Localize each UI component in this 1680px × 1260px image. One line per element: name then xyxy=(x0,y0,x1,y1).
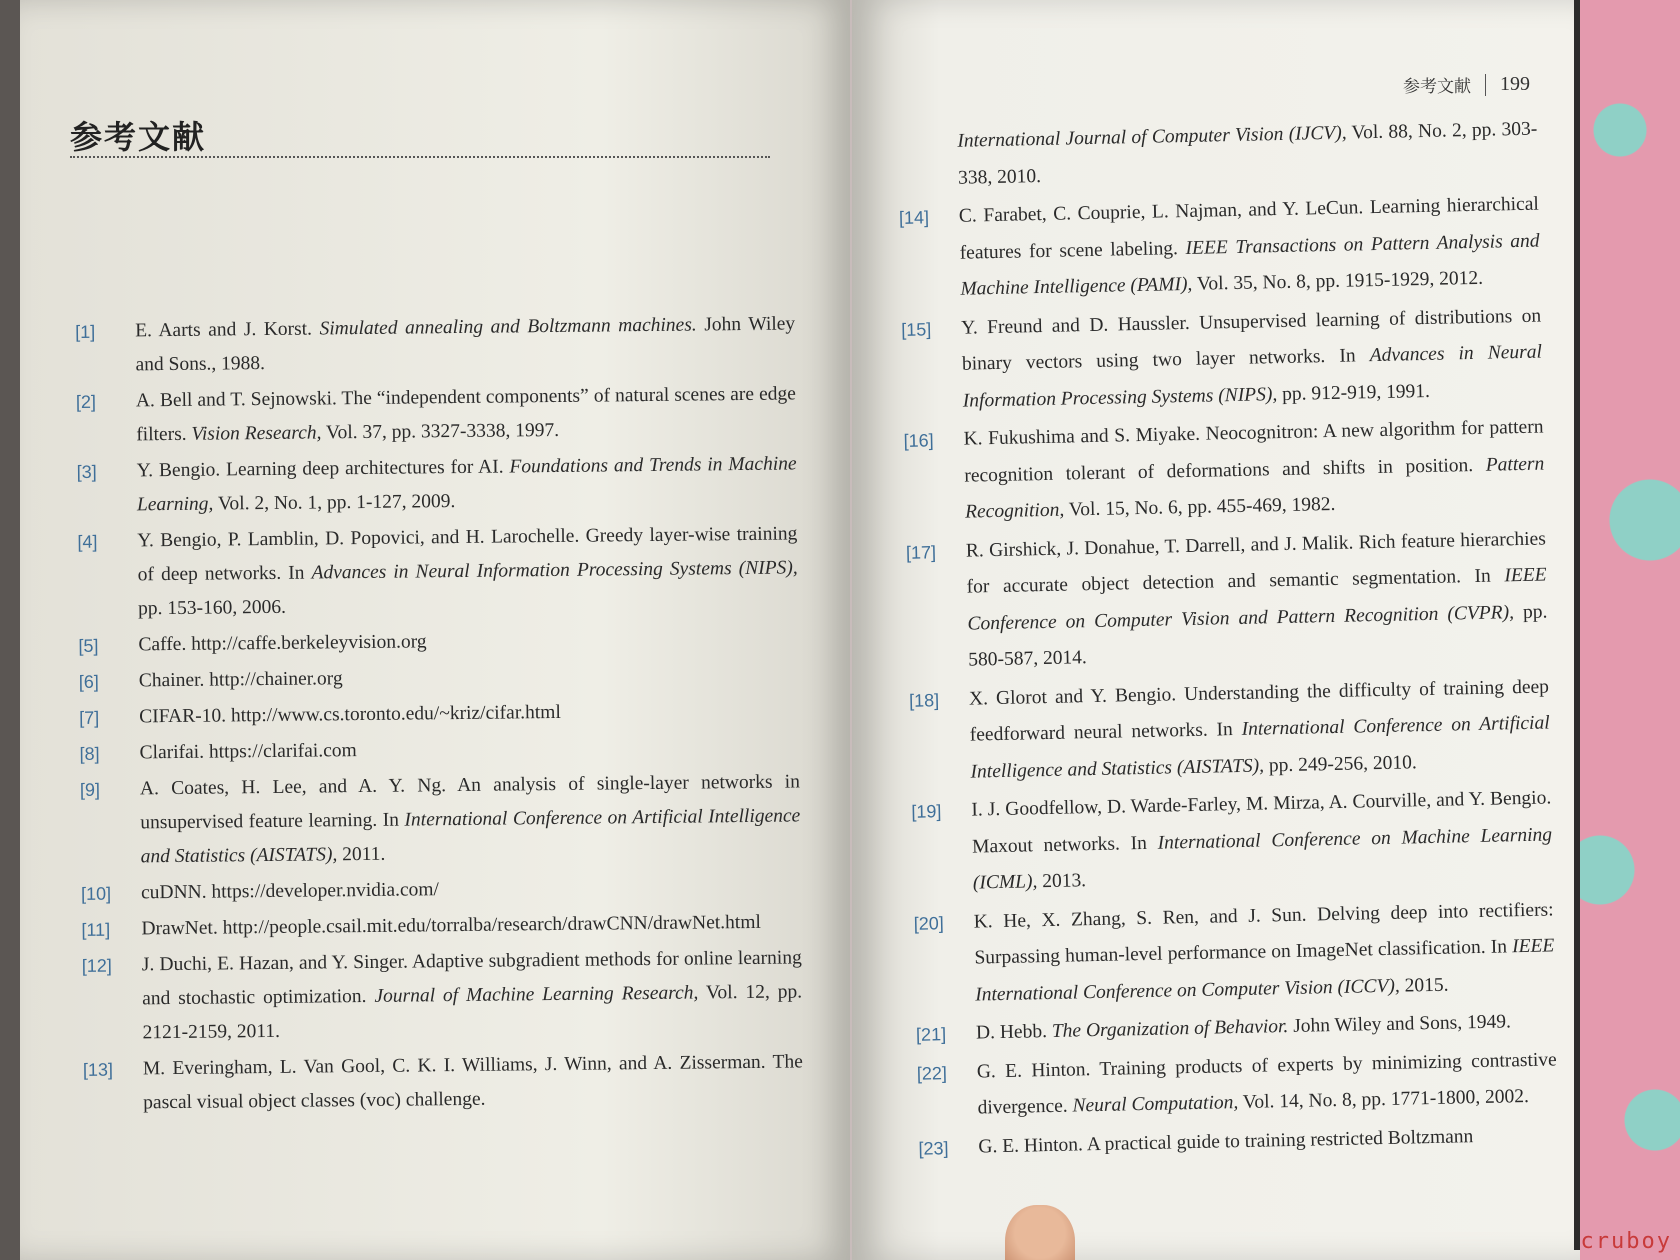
reference-source: Advances in Neural Information Processing Systems (NIPS), xyxy=(962,341,1543,412)
reference-segment: R. Girshick, J. Donahue, T. Darrell, and J. Malik. Rich feature hierarchies for accurate object detection and semantic segmentation. In xyxy=(965,528,1547,598)
reference-text xyxy=(969,669,1551,791)
reference-number: [6] xyxy=(78,671,99,692)
reference-segment: Vol. 14, No. 8, pp. 1771-1800, 2002. xyxy=(1238,1085,1530,1114)
reference-segment: K. He, X. Zhang, S. Ren, and J. Sun. Delving deep into rectifiers: Surpassing human-level performance on ImageNet classification. In xyxy=(973,898,1554,969)
reference-segment: I. J. Goodfellow, D. Warde-Farley, M. Mirza, A. Courville, and Y. Bengio. Maxout networks. In xyxy=(971,787,1552,858)
reference-item xyxy=(81,869,801,911)
reference-segment: G. E. Hinton. A practical guide to training restricted Boltzmann xyxy=(978,1125,1474,1158)
reference-segment: Y. Bengio. Learning deep architectures for AI. xyxy=(136,456,510,482)
reference-segment: Chainer. http://chainer.org xyxy=(138,668,343,692)
reference-number xyxy=(897,124,959,198)
reference-item xyxy=(906,521,1549,680)
reference-segment: pp. 580-587, 2014. xyxy=(968,600,1548,671)
reference-source: The Organization of Behavior. xyxy=(1051,1016,1289,1042)
reference-number: [9] xyxy=(79,779,101,800)
reference-item xyxy=(83,1045,804,1121)
reference-segment: Vol. 2, No. 1, pp. 1-127, 2009. xyxy=(213,491,456,515)
running-head-title: 参考文献 xyxy=(1403,77,1471,97)
reference-text xyxy=(976,1042,1557,1127)
reference-text xyxy=(138,621,798,662)
reference-segment: pp. 249-256, 2010. xyxy=(1263,751,1417,776)
reference-text xyxy=(140,765,801,874)
reference-text xyxy=(136,377,797,452)
reference-number: [20] xyxy=(913,912,944,934)
reference-segment: Y. Bengio, P. Lamblin, D. Popovici, and H. Larochelle. Greedy layer-wise training of deep networks. In xyxy=(137,523,798,586)
reference-number: [18] xyxy=(908,689,940,711)
reference-number: [19] xyxy=(911,801,942,822)
reference-item xyxy=(913,892,1555,1015)
reference-number: [5] xyxy=(78,635,99,656)
reference-text xyxy=(961,298,1543,420)
reference-number: [14] xyxy=(898,207,930,228)
reference-item xyxy=(82,941,803,1051)
reference-source: IEEE International Conference on Computer Vision (ICCV), xyxy=(975,935,1555,1006)
reference-segment: John Wiley and Sons, 1949. xyxy=(1288,1011,1512,1038)
reference-number: [10] xyxy=(80,883,112,904)
reference-list-right xyxy=(897,112,1559,1169)
reference-segment: DrawNet. http://people.csail.mit.edu/torralba/research/drawCNN/drawNet.html xyxy=(141,911,761,940)
reference-text xyxy=(139,657,799,698)
reference-number: [4] xyxy=(77,531,98,552)
reference-text xyxy=(136,447,797,522)
reference-item xyxy=(903,410,1545,533)
reference-segment: G. E. Hinton. Training products of experts by minimizing contrastive divergence. xyxy=(976,1048,1557,1119)
reference-number: [22] xyxy=(916,1062,948,1084)
reference-segment: cuDNN. https://developer.nvidia.com/ xyxy=(140,879,440,904)
reference-segment: Vol. 88, No. 2, pp. 303-338, 2010. xyxy=(957,118,1538,189)
reference-segment: Vol. 12, pp. 2121-2159, 2011. xyxy=(142,981,803,1044)
reference-source: Advances in Neural Information Processing Systems (NIPS), xyxy=(311,557,798,584)
reference-item xyxy=(916,1042,1557,1128)
reference-number: [21] xyxy=(915,1024,947,1045)
reference-item xyxy=(79,729,799,771)
reference-segment: A. Coates, H. Lee, and A. Y. Ng. An analysis of single-layer networks in unsupervised feature learning. In xyxy=(139,771,801,834)
reference-source: IEEE Conference on Computer Vision and Pattern Recognition (CVPR), xyxy=(967,564,1547,635)
reference-segment: Vol. 35, No. 8, pp. 1915-1929, 2012. xyxy=(1192,267,1484,295)
reference-segment: Y. Freund and D. Haussler. Unsupervised learning of distributions on binary vectors using two layer networks. In xyxy=(961,305,1542,375)
reference-text xyxy=(966,521,1549,679)
reference-source: IEEE Transactions on Pattern Analysis and Machine Intelligence (PAMI), xyxy=(960,230,1540,300)
reference-source: Pattern Recognition, xyxy=(964,453,1545,523)
reference-number: [7] xyxy=(79,707,100,728)
reference-segment: Vol. 15, No. 6, pp. 455-469, 1982. xyxy=(1063,493,1336,521)
reference-source: Simulated annealing and Boltzmann machines. xyxy=(319,314,697,340)
reference-source: Journal of Machine Learning Research, xyxy=(374,982,699,1007)
reference-segment: C. Farabet, C. Couprie, L. Najman, and Y. LeCun. Learning hierarchical features for scene labeling. xyxy=(958,193,1540,264)
reference-source: International Conference on Machine Learning (ICML), xyxy=(972,823,1553,894)
reference-number: [15] xyxy=(901,318,932,340)
reference-item xyxy=(899,187,1541,310)
reference-number: [12] xyxy=(81,955,112,976)
right-page xyxy=(852,0,1580,1260)
reference-segment: CIFAR-10. http://www.cs.toronto.edu/~kriz/cifar.html xyxy=(139,701,561,728)
reference-segment: X. Glorot and Y. Bengio. Understanding the difficulty of training deep feedforward neural networks. In xyxy=(968,675,1550,746)
reference-item xyxy=(77,517,798,627)
reference-source: International Conference on Artificial Intelligence and Statistics (AISTATS), xyxy=(140,805,801,868)
reference-segment: 2015. xyxy=(1399,974,1449,997)
page-number: 199 xyxy=(1500,73,1530,95)
reference-segment: E. Aarts and J. Korst. xyxy=(135,318,320,342)
reference-text xyxy=(971,780,1553,902)
reference-segment: Clarifai. https://clarifai.com xyxy=(139,740,357,764)
reference-text xyxy=(957,112,1538,197)
reference-segment: Vol. 37, pp. 3327-3338, 1997. xyxy=(321,419,560,444)
running-head-divider xyxy=(1485,74,1486,96)
reference-source: International Conference on Artificial Intelligence and Statistics (AISTATS), xyxy=(970,712,1550,783)
watermark: cruboy xyxy=(1580,1229,1672,1254)
reference-text xyxy=(141,869,801,910)
reference-item xyxy=(911,780,1553,903)
reference-item xyxy=(76,447,797,523)
reference-segment: pp. 912-919, 1991. xyxy=(1276,380,1431,405)
reference-text xyxy=(973,892,1555,1014)
reference-item xyxy=(79,657,799,699)
reference-segment: D. Hebb. xyxy=(975,1020,1053,1044)
reference-item xyxy=(78,621,798,663)
reference-text xyxy=(139,729,799,770)
reference-number: [1] xyxy=(75,321,96,342)
reference-text xyxy=(141,905,801,946)
reference-segment: A. Bell and T. Sejnowski. The “independent components” of natural scenes are edge filters. xyxy=(135,383,796,446)
reference-segment: 2013. xyxy=(1037,870,1087,893)
reference-text xyxy=(142,941,803,1050)
reference-number: [13] xyxy=(82,1059,114,1080)
reference-source: International Journal of Computer Vision (IJCV), xyxy=(957,122,1347,152)
reference-text xyxy=(135,307,796,382)
reference-item xyxy=(80,765,801,875)
reference-number: [8] xyxy=(79,743,100,764)
reference-segment: pp. 153-160, 2006. xyxy=(137,596,287,620)
reference-segment: M. Everingham, L. Van Gool, C. K. I. Williams, J. Winn, and A. Zisserman. The pascal visual object classes (voc) challenge. xyxy=(142,1051,803,1114)
reference-text xyxy=(959,187,1541,309)
reference-text xyxy=(139,693,799,734)
reference-number: [2] xyxy=(75,391,97,412)
reference-item xyxy=(897,112,1538,198)
chapter-title: 参考文献 xyxy=(70,118,207,156)
left-page xyxy=(20,0,850,1260)
reference-segment: K. Fukushima and S. Miyake. Neocognitron: A new algorithm for pattern recognition tolerant of deformations and shifts in position. xyxy=(963,416,1544,487)
reference-number: [23] xyxy=(918,1137,949,1159)
reference-source: Foundations and Trends in Machine Learning, xyxy=(136,453,797,516)
reference-segment: Caffe. http://caffe.berkeleyvision.org xyxy=(138,631,427,656)
reference-segment: J. Duchi, E. Hazan, and Y. Singer. Adaptive subgradient methods for online learning and stochastic optimization. xyxy=(141,947,802,1010)
reference-number: [16] xyxy=(903,430,934,451)
reference-source: Vision Research, xyxy=(191,422,322,445)
reference-item xyxy=(909,669,1551,792)
reference-number: [17] xyxy=(905,541,937,563)
reference-text xyxy=(137,517,798,626)
running-head xyxy=(1403,72,1530,97)
reference-item xyxy=(76,377,797,453)
reference-text xyxy=(963,410,1545,532)
title-rule xyxy=(70,156,770,158)
reference-item xyxy=(81,905,801,947)
reference-segment: 2011. xyxy=(337,843,386,866)
thumb xyxy=(1005,1205,1075,1260)
reference-segment: John Wiley and Sons., 1988. xyxy=(135,313,796,376)
reference-number: [3] xyxy=(76,461,97,482)
reference-item xyxy=(75,307,796,383)
reference-source: Neural Computation, xyxy=(1072,1092,1239,1117)
reference-item xyxy=(901,298,1543,421)
reference-text xyxy=(143,1045,804,1120)
reference-item xyxy=(79,693,799,735)
reference-number: [11] xyxy=(81,919,111,940)
reference-list-left xyxy=(75,307,803,1122)
